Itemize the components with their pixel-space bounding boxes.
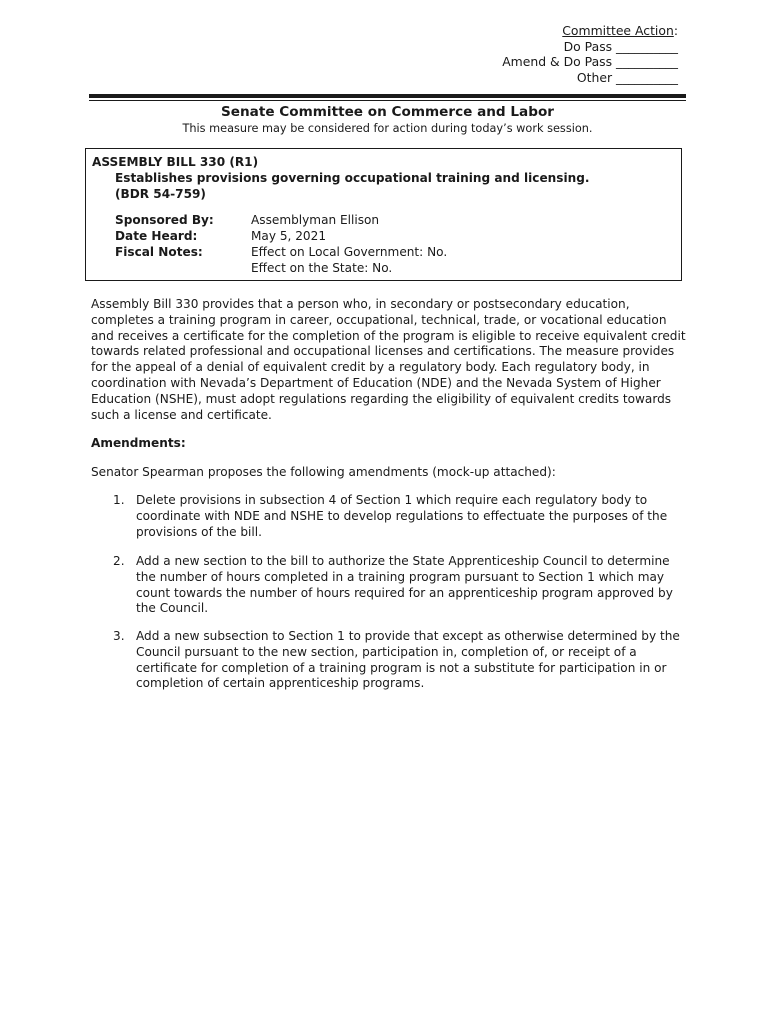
amendment-number: 1.	[113, 493, 125, 507]
bill-number: ASSEMBLY BILL 330 (R1)	[92, 155, 259, 169]
fiscal-state-row	[115, 261, 675, 277]
amendment-item	[113, 629, 688, 692]
bill-info-box	[85, 148, 682, 281]
bill-fields	[92, 213, 675, 277]
field-label: Fiscal Notes:	[115, 244, 203, 259]
bill-description: Establishes provisions governing occupational training and licensing.	[115, 171, 590, 186]
amendment-number: 3.	[113, 629, 125, 643]
field-value: May 5, 2021	[251, 228, 327, 243]
header-rule-thin	[89, 100, 686, 101]
committee-action-title: Committee Action:	[562, 23, 678, 38]
work-session-note: This measure may be considered for action during today’s work session.	[182, 122, 593, 135]
amendment-item	[113, 493, 688, 540]
field-value: Effect on Local Government: No.	[251, 244, 448, 259]
amendment-item	[113, 554, 688, 617]
field-label: Sponsored By:	[115, 212, 214, 227]
field-label: Date Heard:	[115, 228, 198, 243]
other-option: Other __________	[576, 69, 678, 85]
bill-summary: Assembly Bill 330 provides that a person who, in secondary or postsecondary education, completes a training program in career, occupational, technical, trade, or vocational education and receives a certificate for the completion of the program is eligible to receive equivalent credit towards related professional and occupational licenses and certifications. The measure provides for the appeal of a denial of equivalent credit by a regulatory body. Each regulatory body, in coordination with Nevada’s Department of Education (NDE) and the Nevada System of Higher Education (NSHE), must adopt regulations regarding the eligibility of equivalent credits towards such a license and certificate.	[91, 297, 686, 422]
sponsor-row	[115, 213, 675, 229]
amend-do-pass-option: Amend & Do Pass __________	[502, 54, 678, 70]
field-value: Assemblyman Ellison	[251, 212, 380, 227]
amendment-text: Add a new section to the bill to authorize the State Apprenticeship Council to determine the number of hours completed in a training program pursuant to Section 1 which may count towards the number of hours required for an apprenticeship program approved by the Council.	[136, 554, 673, 616]
amendment-text: Delete provisions in subsection 4 of Section 1 which require each regulatory body to coordinate with NDE and NSHE to develop regulations to effectuate the purposes of the provisions of the bill.	[136, 493, 668, 539]
field-label	[115, 261, 251, 277]
fiscal-notes-row	[115, 245, 675, 261]
amendment-number: 2.	[113, 554, 125, 568]
date-heard-row	[115, 229, 675, 245]
amendments-intro: Senator Spearman proposes the following amendments (mock-up attached):	[91, 465, 556, 479]
committee-title: Senate Committee on Commerce and Labor	[220, 104, 555, 120]
amendment-text: Add a new subsection to Section 1 to provide that except as otherwise determined by the Council pursuant to the new section, participation in, completion of, or receipt of a certificate for completion of a training program is not a substitute for participation in or completion of certain apprenticeship programs.	[136, 629, 680, 691]
amendments-heading: Amendments:	[91, 436, 186, 450]
do-pass-option: Do Pass __________	[563, 38, 678, 54]
header-rule-thick	[89, 94, 686, 98]
committee-action-block	[502, 23, 678, 85]
bill-bdr: (BDR 54-759)	[115, 187, 206, 202]
field-value: Effect on the State: No.	[251, 260, 393, 275]
